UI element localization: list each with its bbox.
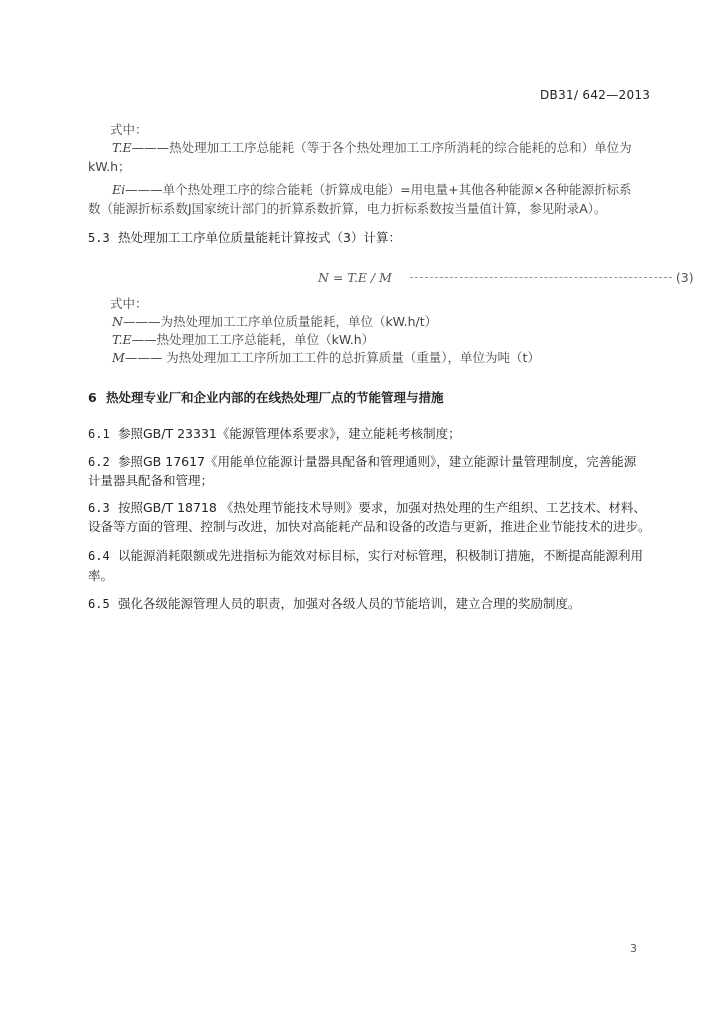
document-code: DB31/ 642—2013 (540, 88, 651, 102)
te-definition-text: ———热处理加工工序总能耗（等于各个热处理加工工序所消耗的综合能耗的总和）单位为 (131, 140, 632, 155)
clause-text: 强化各级能源管理人员的职责，加强对各级人员的节能培训，建立合理的奖励制度。 (118, 596, 581, 611)
ei-definition (112, 180, 632, 198)
clause-number: 6.2 (88, 455, 110, 469)
clause-number: 6.4 (88, 549, 110, 563)
n-definition-text: ———为热处理加工工序单位质量能耗，单位（kW.h/t） (122, 314, 438, 329)
clause-6-2 (88, 452, 636, 470)
te-definition-2 (112, 330, 374, 348)
clause-6-4 (88, 546, 643, 564)
formula-3 (318, 270, 694, 285)
clause-5-3 (88, 228, 401, 246)
te-variable: T.E (112, 140, 132, 155)
clause-number: 6.5 (88, 597, 110, 611)
te-definition (112, 138, 632, 156)
page-number: 3 (630, 942, 637, 955)
formula-leader-dots (410, 277, 672, 278)
clause-text: 参照GB 17617《用能单位能源计量器具配备和管理通则》，建立能源计量管理制度，完善能源 (118, 454, 637, 469)
clause-text: 按照GB/T 18718 《热处理节能技术导则》要求，加强对热处理的生产组织、工艺技术、材料、 (118, 500, 646, 515)
clause-6-3-cont: 设备等方面的管理、控制与改进，加快对高能耗产品和设备的改造与更新，推进企业节能技术的进步。 (88, 519, 651, 534)
section-6-heading (88, 388, 444, 406)
clause-number: 6.1 (88, 427, 110, 441)
clause-6-2-cont: 计量器具配备和管理； (88, 473, 214, 488)
section-number: 6 (88, 390, 97, 405)
where-label-2: 式中： (110, 296, 148, 311)
clause-6-3 (88, 498, 646, 516)
m-variable: M (112, 350, 125, 365)
where-label: 式中： (110, 122, 148, 137)
clause-6-1 (88, 424, 461, 442)
clause-number: 5.3 (88, 231, 110, 245)
ei-variable: Ei (112, 182, 126, 197)
te-definition-unit: kW.h； (88, 159, 131, 174)
section-title: 热处理专业厂和企业内部的在线热处理厂点的节能管理与措施 (106, 390, 444, 405)
ei-definition-cont: 数（能源折标系数J国家统计部门的折算系数折算，电力折标系数按当量值计算，参见附录A）。 (88, 201, 607, 216)
clause-text: 以能源消耗限额或先进指标为能效对标目标，实行对标管理，积极制订措施，不断提高能源利用 (118, 548, 644, 563)
clause-6-5 (88, 594, 581, 612)
m-definition (112, 348, 540, 366)
n-variable: N (112, 314, 123, 329)
formula-number: (3) (675, 270, 694, 285)
clause-number: 6.3 (88, 501, 110, 515)
n-definition (112, 312, 437, 330)
ei-definition-text: ———单个热处理工序的综合能耗（折算成电能）=用电量+其他各种能源×各种能源折标系 (125, 182, 632, 197)
clause-text: 热处理加工工序单位质量能耗计算按式（3）计算： (118, 230, 401, 245)
te-variable-2: T.E (112, 332, 132, 347)
clause-text: 参照GB/T 23331《能源管理体系要求》，建立能耗考核制度； (118, 426, 461, 441)
clause-6-4-cont: 率。 (88, 568, 114, 583)
te-definition-text-2: ——热处理加工工序总能耗，单位（kW.h） (131, 332, 375, 347)
m-definition-text: ——— 为热处理加工工序所加工工件的总折算质量（重量），单位为吨（t） (124, 350, 540, 365)
formula-expression: N = T.E / M (318, 270, 392, 285)
